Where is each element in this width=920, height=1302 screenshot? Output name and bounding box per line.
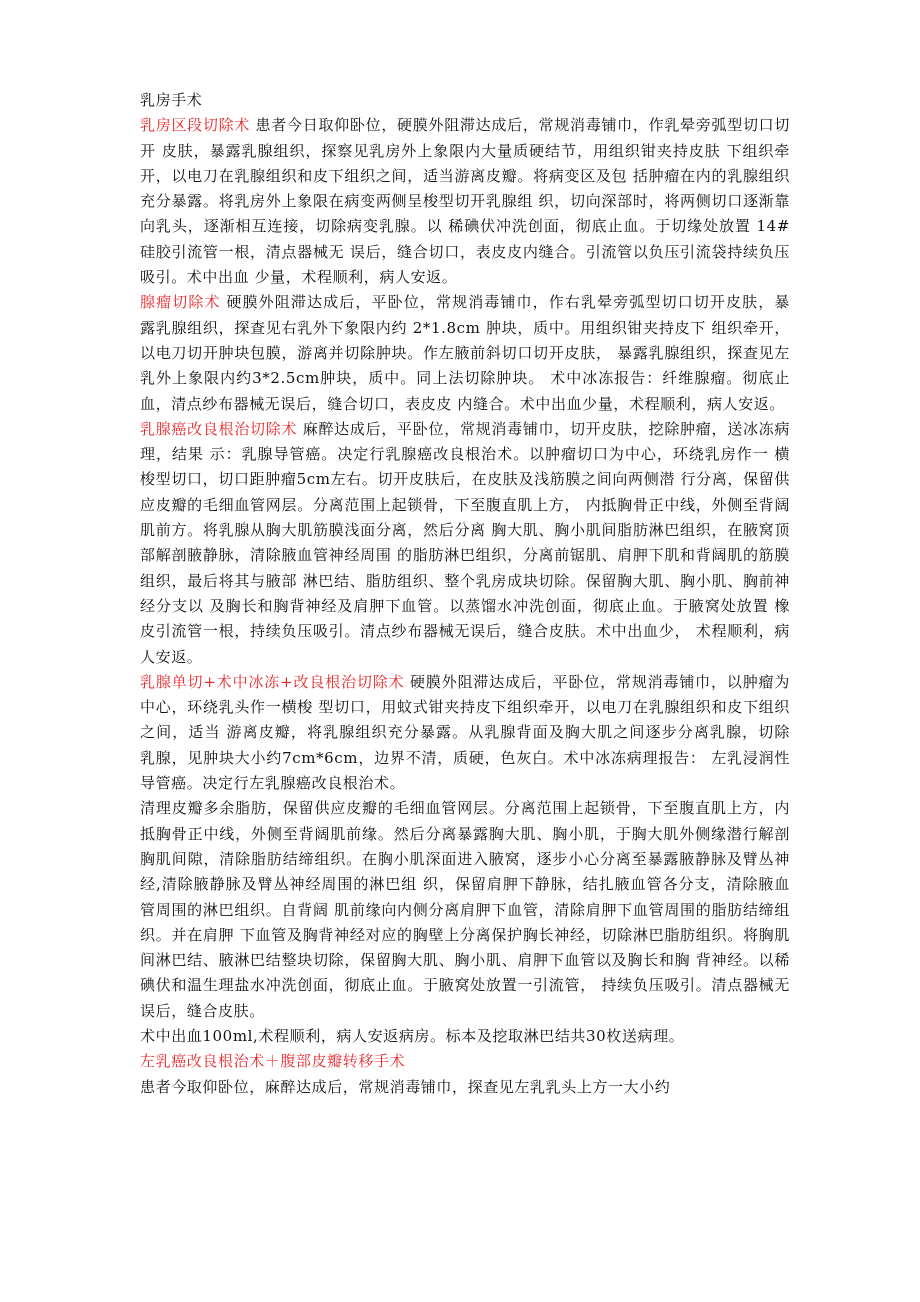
section-body: 患者今日取仰卧位，硬膜外阻滞达成后，常规消毒铺巾，作乳晕旁弧型切口切开 皮肤，暴露乳腺组织，探察见乳房外上象限内大量质硬结节，用组织钳夹持皮肤 下组织牵开，以电刀在乳腺组织和皮下组织之间，适当游离皮瓣。将病变区及包 括肿瘤在内的乳腺组织充分暴露。将乳房外上象限在病变两侧呈梭型切开乳腺组 织，切向深部时，将两侧切口逐渐靠向乳头，逐渐相互连接，切除病变乳腺。以 稀碘伏冲洗创面，彻底止血。于切缘处放置 14#硅胶引流管一根，清点器械无 误后，缝合切口，表皮皮内缝合。引流管以负压引流袋持续负压吸引。术中出血 少量，术程顺利，病人安返。	[140, 116, 790, 287]
section-heading: 乳房区段切除术	[140, 116, 251, 135]
section-heading: 乳腺单切+术中冰冻+改良根治切除术	[140, 672, 405, 691]
section-modified-radical-mastectomy	[140, 417, 790, 670]
paragraph-body: 患者今取仰卧位，麻醉达成后，常规消毒铺巾，探查见左乳乳头上方一大小约	[140, 1077, 671, 1096]
paragraph-body: 术中出血100ml,术程顺利，病人安返病房。标本及挖取淋巴结共30枚送病理。	[140, 1026, 685, 1045]
section-body: 麻醉达成后，平卧位，常规消毒铺巾，切开皮肤，挖除肿瘤，送冰冻病理，结果 示：乳腺导管癌。决定行乳腺癌改良根治术。以肿瘤切口为中心，环绕乳房作一 横梭型切口，切口距肿瘤5cm左右。切开皮肤后，在皮肤及浅筋膜之间向两侧潜 行分离，保留供应皮瓣的毛细血管网层。分离范围上起锁骨，下至腹直肌上方， 内抵胸骨正中线，外侧至背阔肌前方。将乳腺从胸大肌筋膜浅面分离，然后分离 胸大肌、胸小肌间脂肪淋巴组织，在腋窝顶部解剖腋静脉，清除腋血管神经周围 的脂肪淋巴组织，分离前锯肌、肩胛下肌和背阔肌的筋膜组织，最后将其与腋部 淋巴结、脂肪组织、整个乳房成块切除。保留胸大肌、胸小肌、胸前神经分支以 及胸长和胸背神经及肩胛下血管。以蒸馏水冲洗创面，彻底止血。于腋窝处放置 橡皮引流管一根，持续负压吸引。清点纱布器械无误后，缝合皮肤。术中出血少， 术程顺利，病人安返。	[140, 419, 790, 666]
section-heading: 左乳癌改良根治术＋腹部皮瓣转移手术	[140, 1052, 406, 1071]
section-heading: 腺瘤切除术	[140, 293, 221, 312]
paragraph-outcome	[140, 1024, 790, 1049]
paragraph-dissection-details	[140, 796, 790, 1024]
section-body: 硬膜外阻滞达成后，平卧位，常规消毒铺巾，作右乳晕旁弧型切口切开皮肤，暴 露乳腺组织，探查见右乳外下象限内约 2*1.8cm 肿块，质中。用组织钳夹持皮下 组织牵开，以电刀切开肿块包膜，游离并切除肿块。作左腋前斜切口切开皮肤， 暴露乳腺组织，探查见左乳外上象限内约3*2.5cm肿块，质中。同上法切除肿块。 术中冰冻报告：纤维腺瘤。彻底止血，清点纱布器械无误后，缝合切口，表皮皮 内缝合。术中出血少量，术程顺利，病人安返。	[140, 293, 790, 413]
section-left-radical-plus-abdominal-flap	[140, 1049, 790, 1074]
paragraph-body: 清理皮瓣多余脂肪，保留供应皮瓣的毛细血管网层。分离范围上起锁骨，下至腹直肌上方，内抵胸骨正中线，外侧至背阔肌前缘。然后分离暴露胸大肌、胸小肌，于胸大肌外侧缘潜行解剖胸肌间隙，清除脂肪结缔组织。在胸小肌深面进入腋窝，逐步小心分离至暴露腋静脉及臂丛神经,清除腋静脉及臂丛神经周围的淋巴组 织，保留肩胛下静脉，结扎腋血管各分支，清除腋血管周围的淋巴组织。自背阔 肌前缘向内侧分离肩胛下血管，清除肩胛下血管周围的脂肪结缔组织。并在肩胛 下血管及胸背神经对应的胸壁上分离保护胸长神经，切除淋巴脂肪组织。将胸肌 间淋巴结、腋淋巴结整块切除，保留胸大肌、胸小肌、肩胛下血管以及胸长和胸 背神经。以稀碘伏和温生理盐水冲洗创面，彻底止血。于腋窝处放置一引流管， 持续负压吸引。清点器械无误后，缝合皮肤。	[140, 799, 790, 1020]
section-adenoma-resection	[140, 290, 790, 416]
section-heading: 乳腺癌改良根治切除术	[140, 419, 298, 438]
section-body: 硬膜外阻滞达成后，平卧位，常规消毒铺巾，以肿瘤为中心，环绕乳头作一横梭 型切口，用蚊式钳夹持皮下组织牵开，以电刀在乳腺组织和皮下组织之间，适当 游离皮瓣，将乳腺组织充分暴露。从乳腺背面及胸大肌之间逐步分离乳腺，切除 乳腺，见肿块大小约7cm*6cm，边界不清，质硬，色灰白。术中冰冻病理报告： 左乳浸润性导管癌。决定行左乳腺癌改良根治术。	[140, 672, 790, 793]
paragraph-flap-intro	[140, 1075, 790, 1100]
section-breast-segment-resection	[140, 113, 790, 290]
section-simple-plus-frozen-plus-radical	[140, 670, 790, 796]
document-title: 乳房手术	[140, 91, 203, 109]
document-page	[140, 88, 790, 1100]
